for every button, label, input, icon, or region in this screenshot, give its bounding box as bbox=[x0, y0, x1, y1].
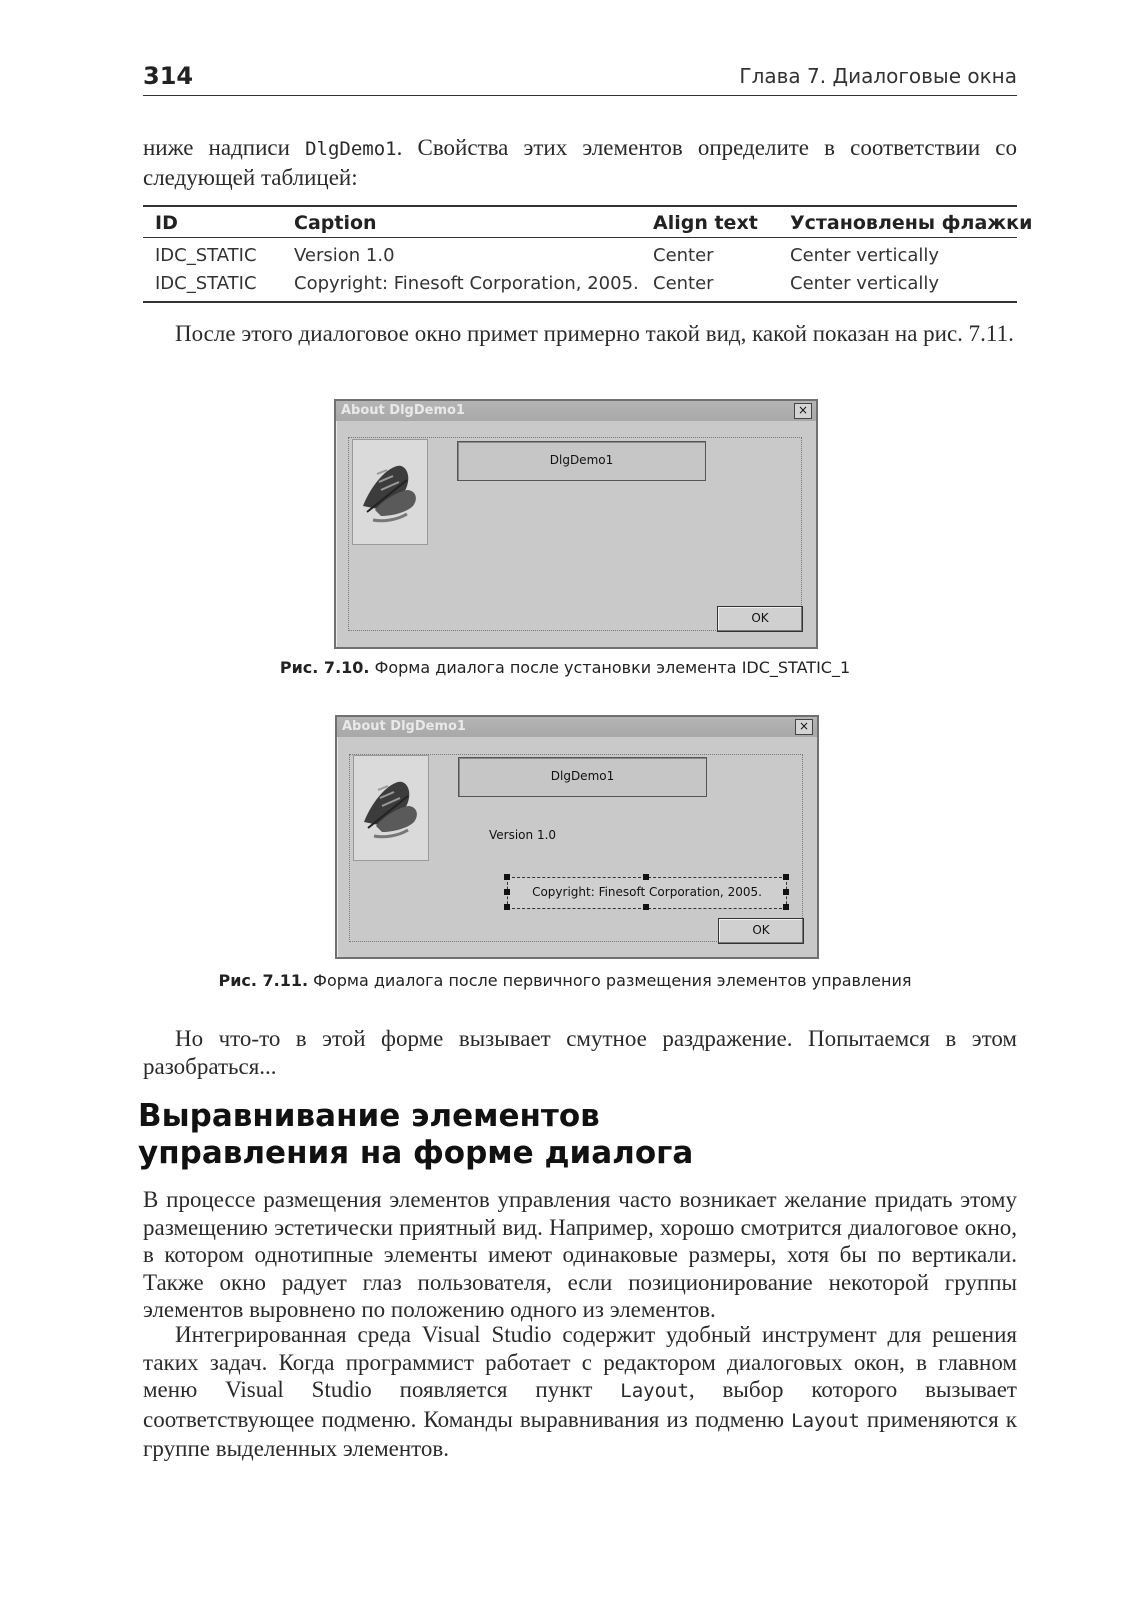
intro-text-after: . Свойства этих элементов определите в соответствии со следующей таблицей: bbox=[143, 135, 1017, 190]
dialog-figure-7-10 bbox=[334, 399, 818, 649]
resize-handle[interactable] bbox=[504, 904, 510, 910]
caption-text: Форма диалога после первичного размещения элементов управления bbox=[308, 971, 912, 990]
dialog-title-bar bbox=[336, 401, 816, 421]
ok-button[interactable]: OK bbox=[717, 606, 803, 632]
intro-text-before: ниже надписи bbox=[143, 135, 306, 160]
dlgdemo-textbox: DlgDemo1 bbox=[458, 757, 707, 797]
caption-label: Рис. 7.11. bbox=[218, 971, 309, 990]
table-cell: Center bbox=[653, 273, 714, 294]
section-heading-line-1: Выравнивание элементов bbox=[138, 1098, 600, 1134]
figure-caption-7-11 bbox=[0, 971, 1130, 990]
dialog-title-bar bbox=[337, 717, 817, 737]
close-icon[interactable]: × bbox=[794, 403, 812, 419]
table-cell: Copyright: Finesoft Corporation, 2005. bbox=[294, 273, 639, 294]
section-paragraph-1: В процессе размещения элементов управления часто возникает желание придать этому размещению эстетически приятный вид. Например, хорошо смотрится диалоговое окно, в котором однотипные элементы имеют одинаковые размеры, хотя бы по вертикали. Также окно радует глаз пользователя, если позиционирование некоторой группы элементов выровнено по положению одного из элементов. bbox=[143, 1187, 1017, 1322]
butterfly-icon bbox=[353, 440, 427, 544]
section-paragraph-2 bbox=[143, 1321, 1017, 1463]
table-bottom-rule bbox=[143, 301, 1017, 303]
dialog-figure-7-11 bbox=[335, 715, 819, 959]
table-header-flags: Установлены флажки bbox=[790, 212, 1033, 234]
para2-text-c: применяются к группе выделенных элементов. bbox=[143, 1406, 1017, 1461]
page-number: 314 bbox=[143, 62, 194, 90]
app-icon-frame bbox=[352, 439, 428, 545]
resize-handle[interactable] bbox=[783, 889, 789, 895]
running-head: Глава 7. Диалоговые окна bbox=[739, 64, 1017, 88]
para2-text-a: Интегрированная среда Visual Studio содержит удобный инструмент для решения таких задач. Когда программист работает с редактором диалоговых окон, в главном меню Visual Studio появляется пункт bbox=[143, 1322, 1017, 1402]
table-cell: IDC_STATIC bbox=[155, 273, 257, 294]
table-header-rule bbox=[143, 237, 1017, 238]
caption-label: Рис. 7.10. bbox=[279, 658, 370, 677]
after-figures-paragraph: Но что-то в этой форме вызывает смутное раздражение. Попытаемся в этом разобраться... bbox=[143, 1026, 1017, 1079]
header-rule bbox=[143, 95, 1017, 96]
copyright-label-selected[interactable]: Copyright: Finesoft Corporation, 2005. bbox=[507, 877, 787, 909]
close-icon[interactable]: × bbox=[795, 719, 813, 735]
resize-handle[interactable] bbox=[643, 904, 649, 910]
table-header-align: Align text bbox=[653, 212, 758, 234]
table-cell: Center vertically bbox=[790, 273, 940, 294]
para2-code-layout: Layout bbox=[620, 1380, 689, 1402]
dialog-title: About DlgDemo1 bbox=[341, 403, 465, 418]
after-table-paragraph: После этого диалоговое окно примет примерно такой вид, какой показан на рис. 7.11. bbox=[175, 321, 1014, 346]
dlgdemo-textbox: DlgDemo1 bbox=[457, 441, 706, 481]
table-header-id: ID bbox=[155, 212, 178, 234]
table-cell: Center bbox=[653, 245, 714, 266]
caption-text: Форма диалога после установки элемента IDC_STATIC_1 bbox=[369, 658, 851, 677]
resize-handle[interactable] bbox=[643, 874, 649, 880]
table-header-caption: Caption bbox=[294, 212, 377, 234]
intro-paragraph bbox=[143, 134, 1017, 191]
table-cell: IDC_STATIC bbox=[155, 245, 257, 266]
para2-text-b: , выбор которого вызывает соответствующее подменю. Команды выравнивания из подменю bbox=[143, 1377, 1017, 1432]
resize-handle[interactable] bbox=[504, 874, 510, 880]
table-cell: Center vertically bbox=[790, 245, 940, 266]
section-heading-line-2: управления на форме диалога bbox=[138, 1135, 694, 1171]
table-cell: Version 1.0 bbox=[294, 245, 395, 266]
figure-caption-7-10 bbox=[0, 658, 1130, 677]
dialog-title: About DlgDemo1 bbox=[342, 719, 466, 734]
section-heading bbox=[138, 1098, 1018, 1172]
resize-handle[interactable] bbox=[783, 874, 789, 880]
table-top-rule bbox=[143, 205, 1017, 207]
resize-handle[interactable] bbox=[504, 889, 510, 895]
intro-code: DlgDemo1 bbox=[305, 138, 397, 160]
ok-button[interactable]: OK bbox=[718, 918, 804, 944]
app-icon-frame bbox=[353, 755, 429, 861]
para2-code-layout: Layout bbox=[791, 1409, 860, 1432]
version-label: Version 1.0 bbox=[489, 828, 557, 842]
resize-handle[interactable] bbox=[783, 904, 789, 910]
butterfly-icon bbox=[354, 756, 428, 860]
